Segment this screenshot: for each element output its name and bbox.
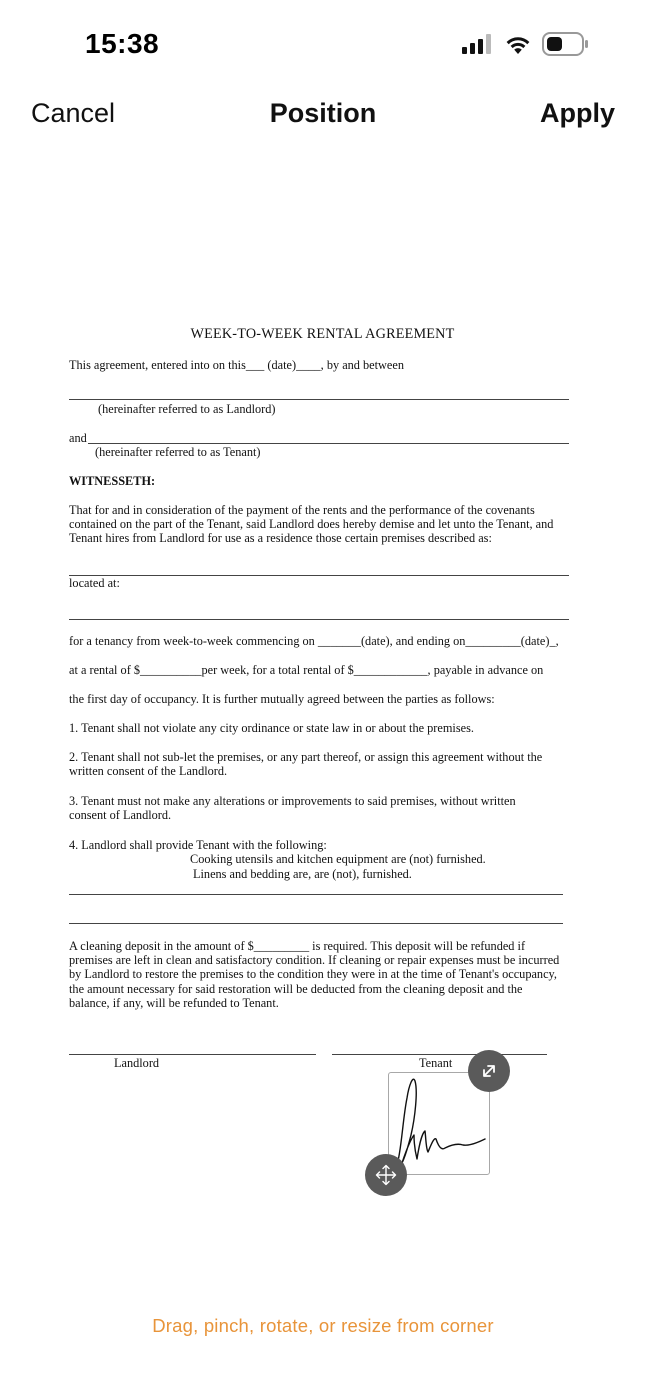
- nav-bar: [0, 88, 646, 140]
- clause-4: 4. Landlord shall provide Tenant with the following:: [69, 838, 327, 852]
- signature-box[interactable]: [388, 1072, 490, 1175]
- document-title: WEEK-TO-WEEK RENTAL AGREEMENT: [190, 326, 455, 342]
- location-line: [69, 619, 569, 620]
- clause-2: 2. Tenant shall not sub-let the premises, or any part thereof, or assign this agreement without the written consent of the Landlord.: [69, 750, 543, 779]
- signature-drawing: [389, 1073, 489, 1174]
- premises-line: [69, 575, 569, 576]
- page-title: Position: [269, 98, 377, 128]
- status-icons: [462, 31, 590, 57]
- apply-button[interactable]: Apply: [539, 98, 615, 128]
- move-icon: [374, 1163, 398, 1187]
- tenant-signature-label: Tenant: [419, 1056, 453, 1070]
- move-handle[interactable]: [365, 1154, 407, 1196]
- landlord-reference: (hereinafter referred to as Landlord): [98, 402, 276, 416]
- rental-line: at a rental of $__________per week, for a total rental of $____________, payable in advance on: [69, 663, 544, 677]
- landlord-name-line: [69, 399, 569, 400]
- intro-line: This agreement, entered into on this___ (date)____, by and between: [69, 358, 404, 372]
- additional-line-1: [69, 894, 563, 895]
- additional-line-2: [69, 923, 563, 924]
- clause-3: 3. Tenant must not make any alterations or improvements to said premises, without written consent of Landlord.: [69, 794, 516, 823]
- resize-handle[interactable]: [468, 1050, 510, 1092]
- clause-4-linens: Linens and bedding are, are (not), furnished.: [193, 867, 412, 881]
- tenancy-line: for a tenancy from week-to-week commencing on _______(date), and ending on_________(date)_,: [69, 634, 559, 648]
- status-bar: [0, 0, 646, 90]
- battery-icon: [542, 32, 590, 56]
- landlord-signature-label: Landlord: [114, 1056, 160, 1070]
- deposit-paragraph: A cleaning deposit in the amount of $_________ is required. This deposit will be refunded if premises are left in clean and satisfactory condition. If cleaning or repair expenses must be incurred by Landlord to restore the premises to the condition they were in at the time of Tenant's occupancy, the amount necessary for said restoration will be deducted from the cleaning deposit and the balance, if any, will be refunded to Tenant.: [69, 939, 560, 1010]
- resize-icon: [478, 1060, 500, 1082]
- consideration-paragraph: That for and in consideration of the payment of the rents and the performance of the covenants contained on the part of the Tenant, said Landlord does hereby demise and let unto the Tenant, and Tenant hires from Landlord for use as a residence those certain premises described as:: [69, 503, 554, 546]
- landlord-signature-line: [69, 1054, 316, 1055]
- cellular-signal-icon: [462, 34, 494, 54]
- cancel-button[interactable]: Cancel: [31, 98, 116, 128]
- instruction-hint: Drag, pinch, rotate, or resize from corner: [152, 1315, 494, 1336]
- and-label: and: [69, 431, 87, 445]
- witnesseth-heading: WITNESSETH:: [69, 474, 156, 488]
- status-time: 15:38: [85, 28, 160, 59]
- located-at-label: located at:: [69, 576, 120, 590]
- clause-4-cooking: Cooking utensils and kitchen equipment are (not) furnished.: [190, 852, 486, 866]
- first-day-line: the first day of occupancy. It is further mutually agreed between the parties as follows:: [69, 692, 495, 706]
- tenant-name-line: [88, 443, 569, 444]
- wifi-icon: [504, 34, 532, 55]
- tenant-reference: (hereinafter referred to as Tenant): [95, 445, 261, 459]
- tenant-signature-line: [332, 1054, 547, 1055]
- clause-1: 1. Tenant shall not violate any city ordinance or state law in or about the premises.: [69, 721, 474, 735]
